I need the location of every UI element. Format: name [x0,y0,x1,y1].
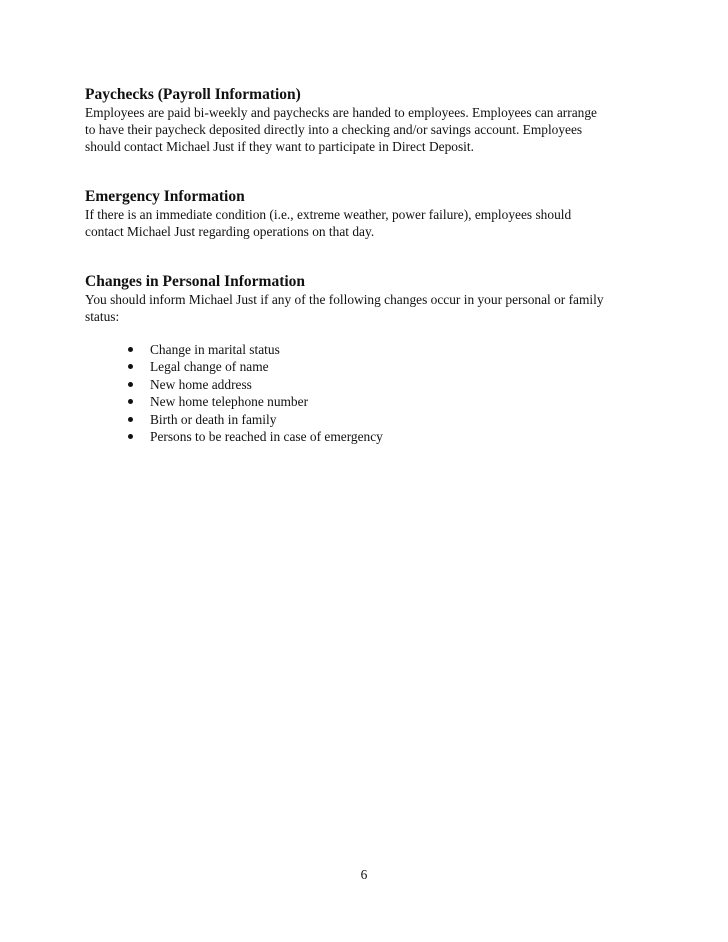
list-item-text: New home telephone number [150,394,309,410]
section-body-emergency [85,206,655,240]
list-item [127,341,383,358]
bullet-icon [128,434,133,439]
list-item [127,428,383,445]
bullet-icon [128,364,133,369]
list-item-text: Birth or death in family [150,411,277,427]
body-line: Employees are paid bi-weekly and paychecks are handed to employees. Employees can arrange [85,105,597,120]
section-body-changes [85,291,655,325]
body-line: If there is an immediate condition (i.e., extreme weather, power failure), employees should [85,207,572,222]
body-line: contact Michael Just regarding operations on that day. [85,224,375,240]
list-item [127,358,383,375]
bullet-icon [128,347,133,352]
list-item [127,411,383,428]
list-item-text: Legal change of name [150,359,269,375]
section-heading-changes: Changes in Personal Information [85,273,306,290]
bullet-icon [128,382,133,387]
body-line: status: [85,309,120,325]
section-body-paychecks [85,104,655,156]
page-number: 6 [360,867,368,882]
section-heading-paychecks: Paychecks (Payroll Information) [85,86,301,103]
body-line: should contact Michael Just if they want to participate in Direct Deposit. [85,139,474,155]
list-item-text: Change in marital status [150,342,280,357]
section-paychecks [85,86,655,156]
bullet-icon [128,417,133,422]
list-item-text: Persons to be reached in case of emergency [150,429,383,445]
section-heading-emergency: Emergency Information [85,188,245,205]
list-item [127,393,383,410]
section-emergency [85,188,655,240]
bullet-icon [128,399,133,404]
changes-bullet-list [127,341,383,445]
list-item-text: New home address [150,376,252,392]
list-item [127,376,383,393]
body-line: to have their paycheck deposited directly into a checking and/or savings account. Employees [85,122,583,138]
body-line: You should inform Michael Just if any of the following changes occur in your personal or family [85,292,604,307]
section-changes [85,273,655,325]
